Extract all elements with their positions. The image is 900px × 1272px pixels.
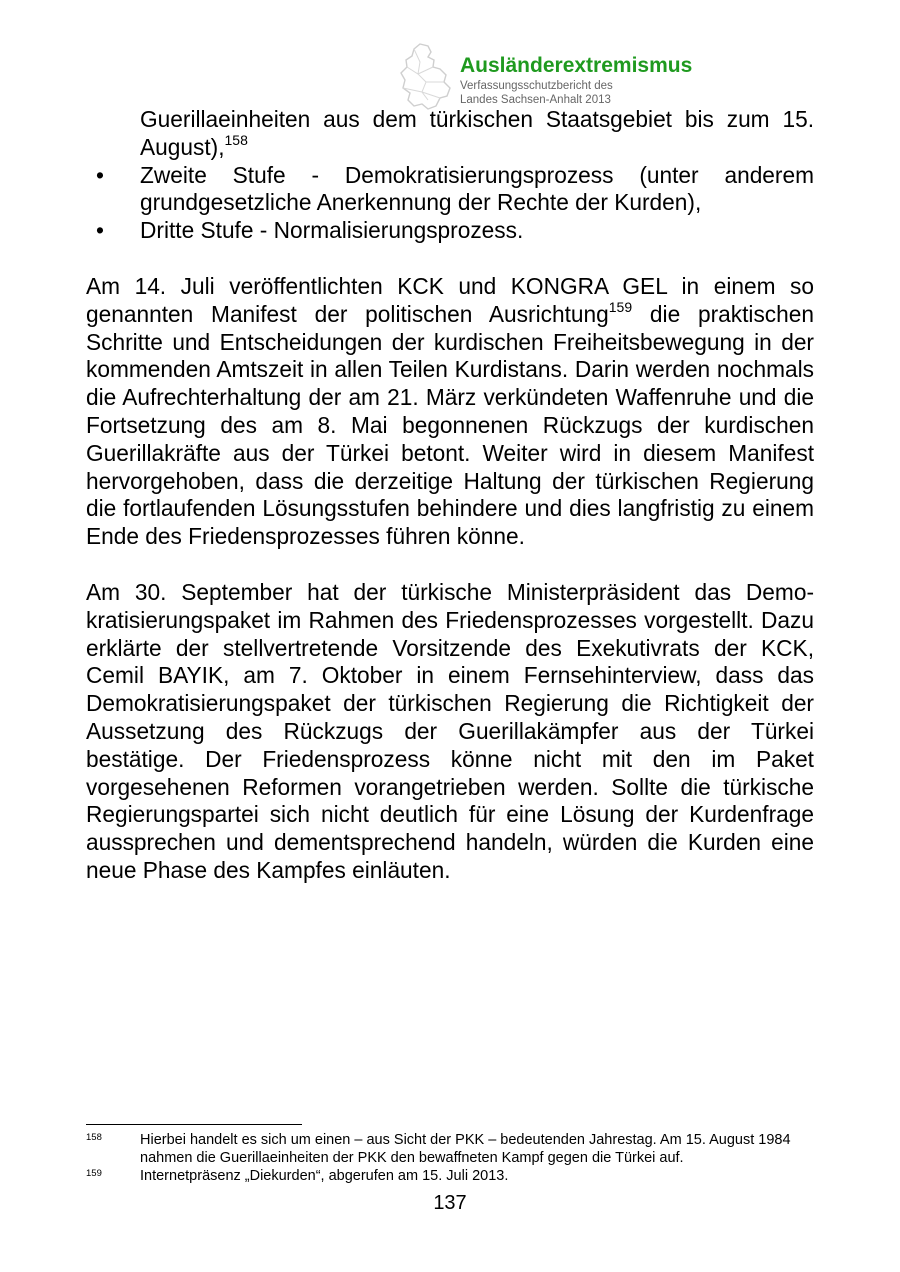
bullet-list (86, 162, 814, 245)
paragraph-manifest (86, 273, 814, 551)
footnote-text: Internetpräsenz „Diekurden“, abgerufen am 15. Juli 2013. (140, 1168, 509, 1184)
paragraph-text: Am 14. Juli veröffentlichten KCK und KONGRA GEL in einem so genannten Manifest der politischen Ausrichtung (86, 272, 814, 327)
footnote-ref-158[interactable]: 158 (224, 131, 248, 148)
footnote-divider (86, 1124, 302, 1125)
sachsen-anhalt-map-icon (398, 42, 454, 112)
list-item-text: Zweite Stufe - Demokratisierungsprozess (unter anderem grundgesetzliche Anerkennung der Rechte der Kurden), (140, 161, 814, 216)
header-subtitle-line2: Landes Sachsen-Anhalt 2013 (460, 94, 611, 106)
footnote-158 (86, 1131, 814, 1167)
list-item (86, 217, 814, 245)
footnote-number: 158 (86, 1132, 102, 1143)
list-item (86, 162, 814, 218)
footnotes (86, 1131, 814, 1185)
bullet-marker: • (96, 217, 104, 244)
page-header (398, 42, 818, 112)
body-content (86, 106, 814, 885)
page-number: 137 (433, 1192, 467, 1214)
bullet-marker: • (96, 161, 104, 188)
footnote-text: Hierbei handelt es sich um einen – aus Sicht der PKK – bedeutenden Jahrestag. Am 15. August 1984 nahmen die Guerillaeinheiten der PKK den bewaffneten Kampf gegen die Türkei auf. (140, 1132, 791, 1166)
header-title: Ausländerextremismus (460, 54, 693, 77)
footnote-ref-159[interactable]: 159 (608, 298, 633, 315)
paragraph-democratization: Am 30. September hat der türkische Ministerpräsident das Demokratisierungspaket im Rahmen des Friedensprozesses vorgestellt. Dazu erklärte der stellvertretende Vorsitzende des Exekutivrats der KCK, Cemil BAYIK, am 7. Oktober in einem Fernsehinterview, dass das Demokratisierungspaket der türkischen Regierung die Richtigkeit der Aussetzung des Rückzugs der Guerillakämpfer aus der Türkei bestätige. Der Friedensprozess könne nicht mit den im Paket vorgesehenen Reformen vorangetrieben werden. Sollte die türkische Regierungspartei sich nicht deutlich für eine Lösung der Kurdenfrage aussprechen und dementsprechend handeln, würden die Kurden eine neue Phase des Kampfes einläuten. (86, 578, 814, 883)
paragraph-text: die praktischen Schritte und Entscheidungen der kurdischen Freiheitsbewegung in der kommenden Amtszeit in allen Teilen Kurdistans. Darin werden nochmals die Aufrechterhaltung der am 21. März verkündeten Waffenruhe und die Fortsetzung des am 8. Mai begonnenen Rückzugs der kurdischen Guerillakräfte aus der Türkei betont. Weiter wird in diesem Manifest hervorgehoben, dass die derzeitige Haltung der türkischen Regierung die fortlaufenden Lösungsstufen behindere und dies langfristig zu einem Ende des Friedensprozesses führen könne. (86, 300, 815, 550)
footnote-number: 159 (86, 1168, 102, 1179)
list-item-text: Dritte Stufe - Normalisierungsprozess. (140, 217, 524, 244)
continuation-paragraph (140, 106, 814, 162)
footnote-159 (86, 1167, 814, 1185)
header-subtitle-line1: Verfassungsschutzbericht des (460, 80, 613, 92)
continuation-text: Guerillaeinheiten aus dem türkischen Staatsgebiet bis zum 15. August), (140, 106, 814, 160)
